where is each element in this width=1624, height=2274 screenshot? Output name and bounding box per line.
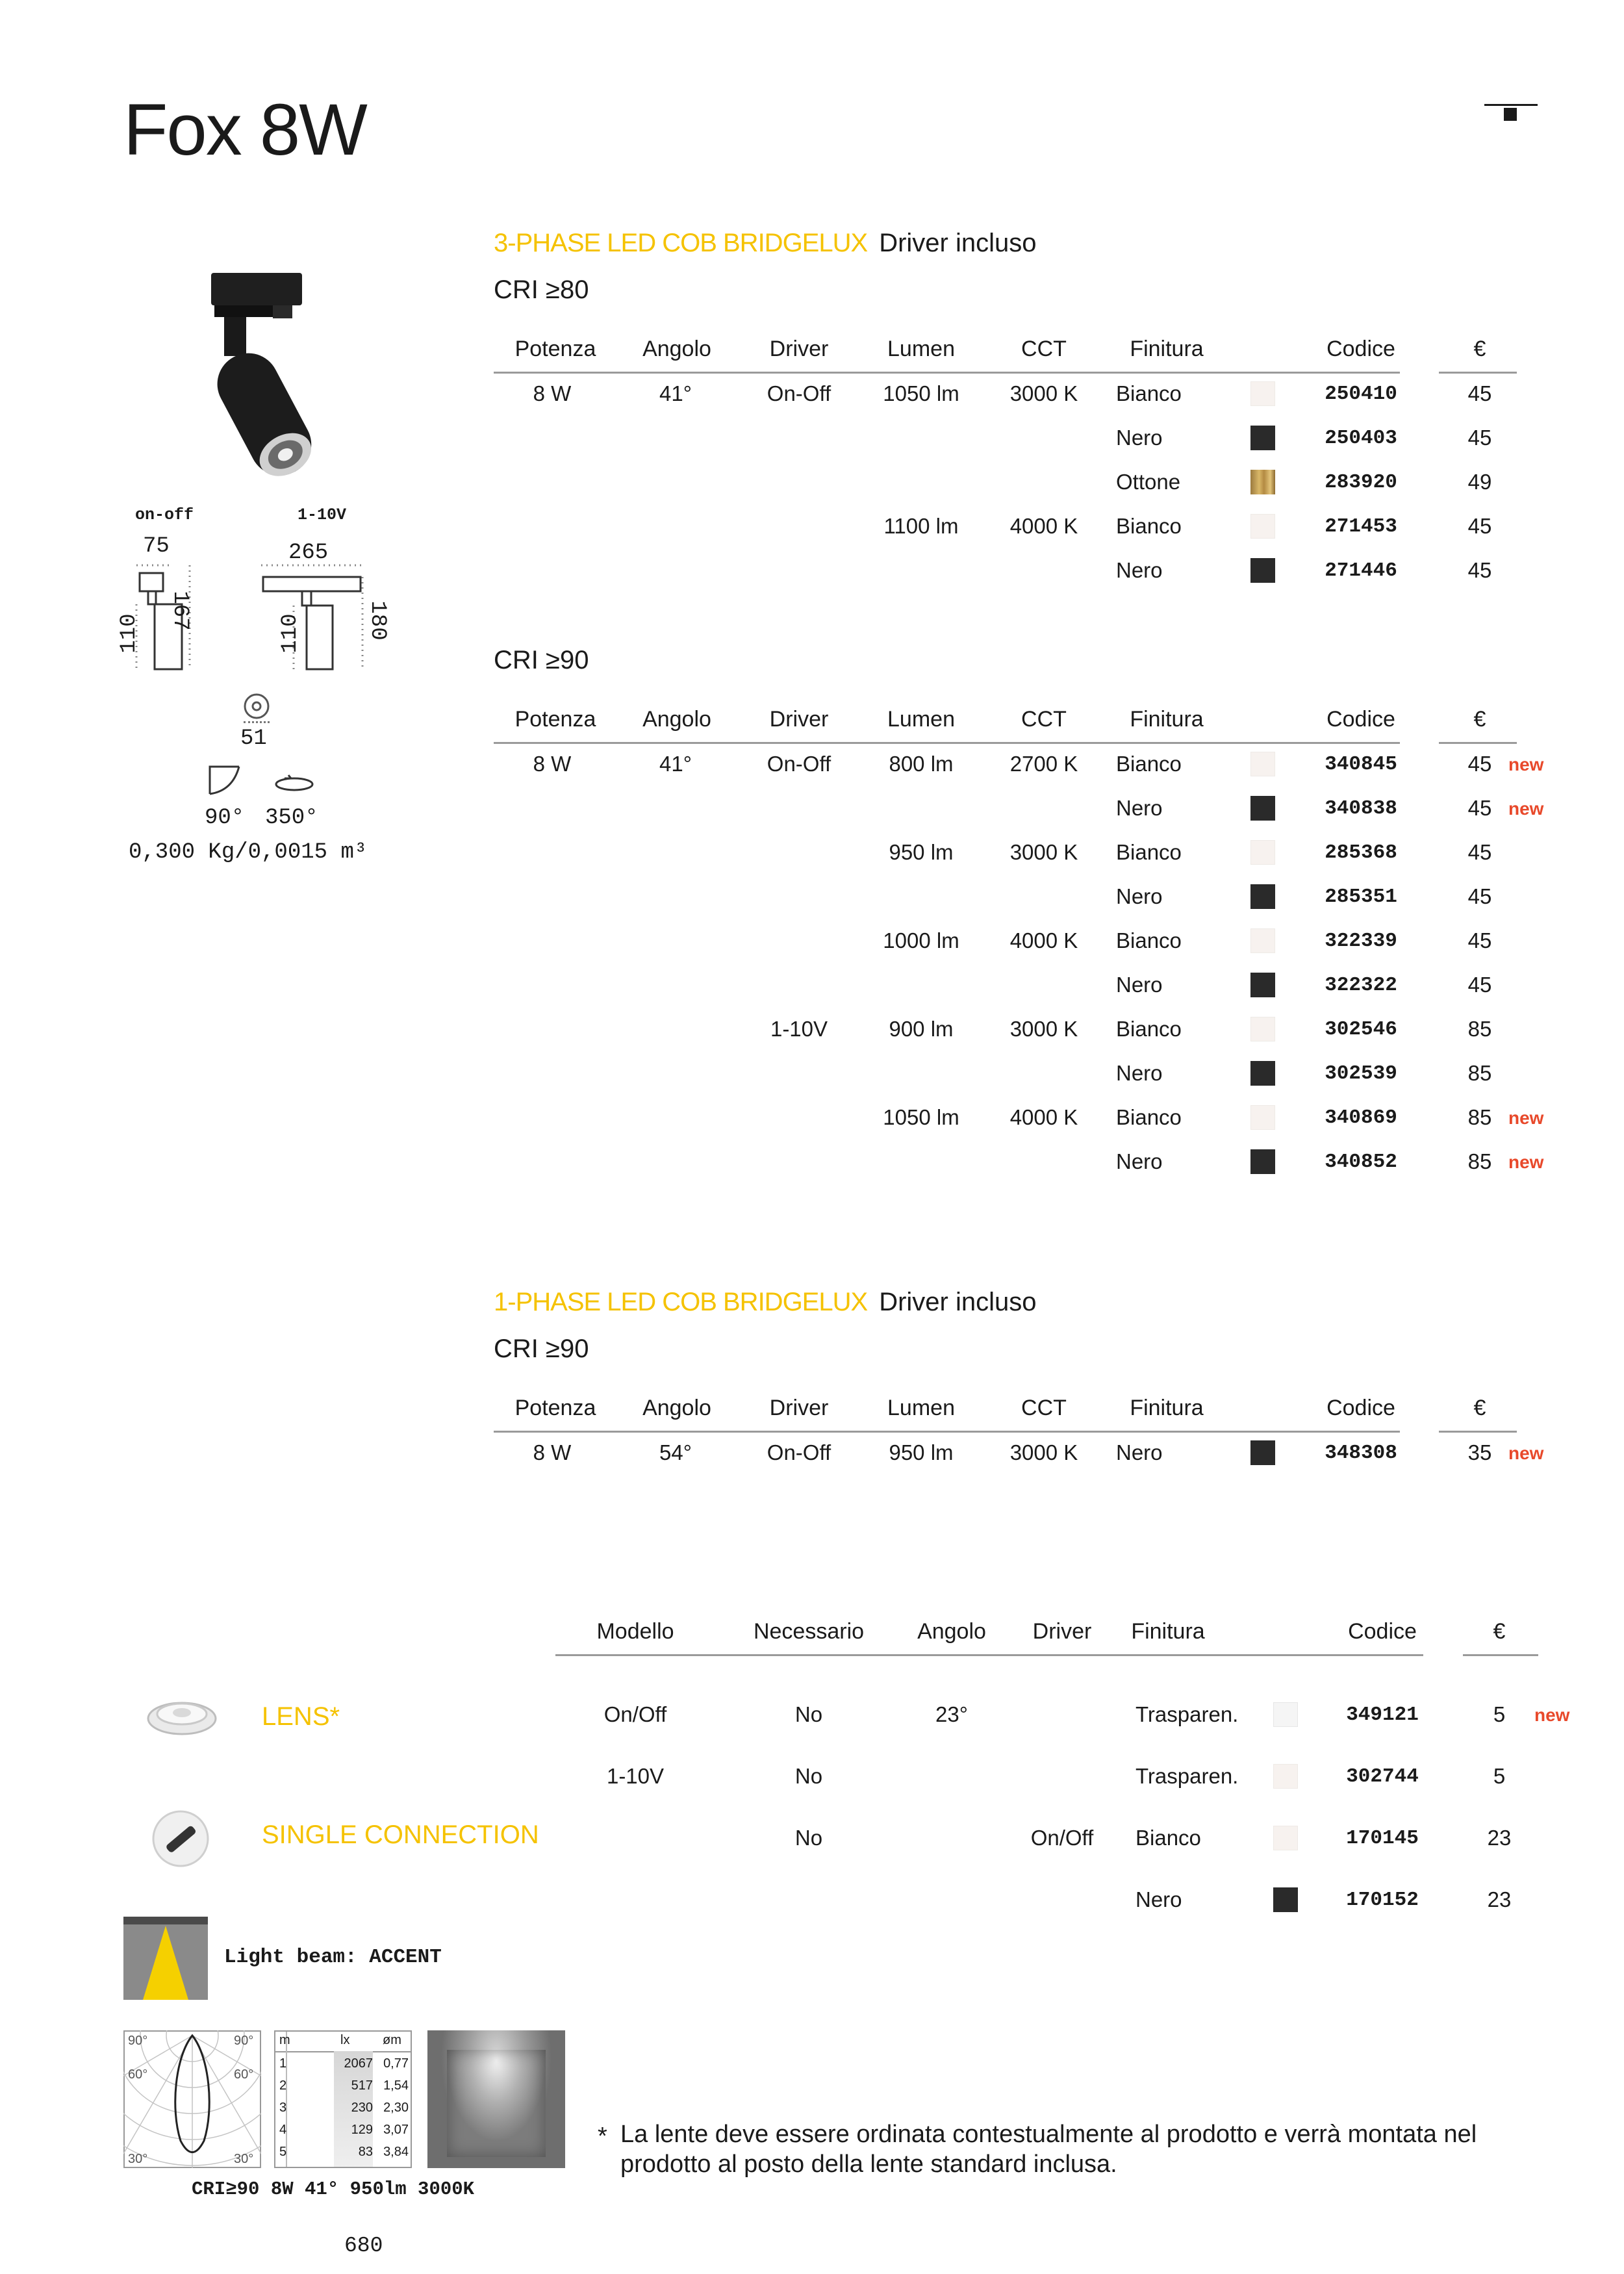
swatch-nero: [1250, 884, 1275, 909]
cell-finitura: Trasparen.: [1136, 1702, 1239, 1726]
cell-necessario: No: [794, 1702, 823, 1726]
col-driver: Driver: [769, 337, 829, 361]
light-beam-icon: [123, 1917, 208, 2000]
col-cct: CCT: [1021, 337, 1067, 361]
cell-angolo: 41°: [659, 381, 692, 405]
phase-label: 3-PHASE LED COB BRIDGELUX: [494, 229, 868, 257]
col-angolo: Angolo: [642, 1396, 711, 1420]
cell-finitura: Ottone: [1116, 470, 1181, 494]
tilt-value: 90°: [205, 806, 245, 830]
col-cct: CCT: [1021, 1396, 1067, 1420]
lux-cell: 2,30: [383, 2101, 409, 2115]
dim-167: 167: [168, 591, 192, 631]
dim-51: 51: [240, 726, 267, 751]
cell-codice: 349121: [1346, 1704, 1419, 1726]
cell-finitura: Bianco: [1116, 752, 1182, 776]
on-off-label: on-off: [135, 505, 194, 524]
cell-lumen: 1050 lm: [883, 381, 959, 405]
col-codice: Codice: [1326, 707, 1395, 732]
lux-header: øm: [383, 2033, 401, 2047]
cell-price: 35: [1467, 1440, 1492, 1464]
swatch-nero: [1250, 1149, 1275, 1174]
col-lumen: Lumen: [887, 337, 955, 361]
swatch-bianco: [1250, 928, 1275, 953]
page-number: 680: [344, 2234, 383, 2258]
cell-price: 45: [1467, 558, 1492, 582]
cell-finitura: Bianco: [1116, 381, 1182, 405]
lens-image: [143, 1689, 221, 1741]
col-necessario: Necessario: [753, 1619, 865, 1644]
lux-header: m: [279, 2033, 290, 2047]
cell-necessario: No: [794, 1764, 823, 1788]
corner-mark-line: [1484, 104, 1538, 106]
cell-price: 85: [1467, 1061, 1492, 1085]
lux-cell: 129: [351, 2123, 373, 2137]
swatch-trasparente: [1273, 1764, 1298, 1789]
lux-cell: 83: [358, 2145, 373, 2159]
cell-modello: On/Off: [603, 1702, 667, 1726]
col-codice: Codice: [1326, 337, 1395, 361]
dimension-drawing: [117, 559, 403, 676]
page-title: Fox 8W: [123, 89, 366, 170]
swatch-bianco: [1250, 1105, 1275, 1130]
cell-codice: 302744: [1346, 1765, 1419, 1788]
cell-codice: 348308: [1325, 1442, 1397, 1464]
lux-header: lx: [340, 2033, 350, 2047]
swatch-nero: [1250, 1061, 1275, 1086]
1-10v-label: 1-10V: [298, 505, 347, 524]
rotation-value: 350°: [265, 806, 318, 830]
cell-driver: On-Off: [767, 381, 831, 405]
dim-51-line: [244, 721, 270, 723]
swatch-trasparente: [1273, 1702, 1298, 1727]
cell-codice: 271446: [1325, 559, 1397, 582]
weight-volume: 0,300 Kg/0,0015 m³: [129, 840, 368, 865]
lens-label: LENS*: [262, 1702, 340, 1731]
cell-codice: 285368: [1325, 841, 1397, 864]
new-badge: new: [1508, 1152, 1544, 1172]
cell-angolo: 23°: [935, 1702, 968, 1726]
cell-angolo: 54°: [659, 1440, 692, 1464]
header-rule: [494, 1431, 1400, 1433]
cell-codice: 322322: [1325, 974, 1397, 997]
cell-driver: 1-10V: [770, 1017, 828, 1041]
cell-price: 85: [1467, 1017, 1492, 1041]
swatch-bianco: [1250, 381, 1275, 406]
cell-price: 45: [1467, 884, 1492, 908]
cell-price: 5: [1493, 1702, 1506, 1726]
cell-price: 45: [1467, 973, 1492, 997]
section-1phase-title: [494, 1288, 1036, 1317]
col-lumen: Lumen: [887, 707, 955, 732]
col-price: €: [1473, 1396, 1486, 1420]
header-rule-price: [1463, 1654, 1538, 1656]
dim-110-a: 110: [117, 613, 142, 654]
phase-label: 1-PHASE LED COB BRIDGELUX: [494, 1288, 868, 1316]
cell-finitura: Bianco: [1136, 1826, 1201, 1850]
lux-cell: 3,84: [383, 2145, 409, 2159]
cell-price: 45: [1467, 426, 1492, 450]
driver-note: Driver incluso: [879, 229, 1037, 257]
polar-diagram: [123, 2030, 261, 2168]
col-driver: Driver: [769, 707, 829, 732]
cell-price: 5: [1493, 1764, 1506, 1788]
cell-finitura: Nero: [1116, 1061, 1163, 1085]
swatch-bianco: [1273, 1826, 1298, 1850]
footnote-mark: *: [598, 2123, 607, 2150]
col-price: €: [1493, 1619, 1506, 1644]
cell-price: 45: [1467, 796, 1492, 820]
footnote-line-1: La lente deve essere ordinata contestualmente al prodotto e verrà montata nel: [620, 2121, 1477, 2148]
cell-finitura: Bianco: [1116, 1105, 1182, 1129]
cell-cct: 2700 K: [1009, 752, 1078, 776]
col-potenza: Potenza: [514, 1396, 596, 1420]
header-rule-price: [1439, 1431, 1517, 1433]
lux-cell: 4: [279, 2123, 287, 2137]
new-badge: new: [1534, 1705, 1570, 1725]
cri-90-label: CRI ≥90: [494, 1335, 589, 1363]
col-driver: Driver: [1032, 1619, 1092, 1644]
lux-cell: 1,54: [383, 2078, 409, 2093]
cell-price: 23: [1487, 1887, 1512, 1911]
col-codice: Codice: [1326, 1396, 1395, 1420]
swatch-nero: [1273, 1887, 1298, 1912]
cell-finitura: Bianco: [1116, 514, 1182, 538]
cell-lumen: 1050 lm: [883, 1105, 959, 1129]
col-driver: Driver: [769, 1396, 829, 1420]
cell-potenza: 8 W: [533, 752, 572, 776]
col-cct: CCT: [1021, 707, 1067, 732]
col-angolo: Angolo: [642, 337, 711, 361]
lux-cell: 5: [279, 2145, 287, 2159]
cell-price: 49: [1467, 470, 1492, 494]
cell-codice: 250403: [1325, 427, 1397, 450]
cell-finitura: Bianco: [1116, 928, 1182, 952]
cell-cct: 4000 K: [1009, 514, 1078, 538]
cell-price: 85: [1467, 1149, 1492, 1173]
new-badge: new: [1508, 754, 1544, 774]
cell-finitura: Nero: [1116, 558, 1163, 582]
header-rule-price: [1439, 372, 1517, 374]
swatch-nero: [1250, 426, 1275, 450]
col-lumen: Lumen: [887, 1396, 955, 1420]
new-badge: new: [1508, 1108, 1544, 1128]
cell-angolo: 41°: [659, 752, 692, 776]
dim-265: 265: [288, 541, 329, 565]
polar-label: 60°: [234, 2067, 254, 2082]
dim-180: 180: [365, 600, 390, 641]
lux-cell: 2: [279, 2078, 287, 2093]
cell-price: 45: [1467, 381, 1492, 405]
polar-label: 30°: [234, 2152, 254, 2166]
cell-codice: 170145: [1346, 1827, 1419, 1850]
lux-cell: 230: [351, 2101, 373, 2115]
driver-note: Driver incluso: [879, 1288, 1037, 1316]
corner-mark-square: [1504, 108, 1517, 121]
lux-cell: 3: [279, 2101, 287, 2115]
cell-lumen: 900 lm: [889, 1017, 954, 1041]
lux-cell: 1: [279, 2056, 287, 2071]
header-rule: [494, 742, 1400, 744]
cell-finitura: Nero: [1116, 796, 1163, 820]
col-finitura: Finitura: [1131, 1619, 1205, 1644]
cell-codice: 302546: [1325, 1018, 1397, 1041]
lux-cell: 3,07: [383, 2123, 409, 2137]
cell-price: 85: [1467, 1105, 1492, 1129]
header-rule: [555, 1654, 1423, 1656]
swatch-nero: [1250, 796, 1275, 821]
cell-driver: On-Off: [767, 1440, 831, 1464]
rotation-icon: [272, 774, 317, 794]
cell-codice: 340838: [1325, 797, 1397, 820]
cell-cct: 3000 K: [1009, 840, 1078, 864]
polar-label: 60°: [128, 2067, 148, 2082]
cell-codice: 340852: [1325, 1151, 1397, 1173]
swatch-ottone: [1250, 470, 1275, 494]
cell-codice: 340845: [1325, 753, 1397, 776]
cell-price: 45: [1467, 840, 1492, 864]
col-modello: Modello: [596, 1619, 674, 1644]
cell-modello: 1-10V: [606, 1764, 665, 1788]
header-rule-price: [1439, 742, 1517, 744]
cell-driver: On/Off: [1030, 1826, 1094, 1850]
cell-price: 45: [1467, 752, 1492, 776]
cell-finitura: Nero: [1116, 1149, 1163, 1173]
cell-finitura: Bianco: [1116, 1017, 1182, 1041]
cell-price: 23: [1487, 1826, 1512, 1850]
cell-potenza: 8 W: [533, 1440, 572, 1464]
cell-driver: On-Off: [767, 752, 831, 776]
cell-lumen: 800 lm: [889, 752, 954, 776]
lux-cell: 517: [351, 2078, 373, 2093]
cell-price: 45: [1467, 928, 1492, 952]
product-image: [175, 266, 325, 481]
cell-lumen: 1100 lm: [883, 514, 959, 538]
light-render-niche: [447, 2050, 546, 2157]
lux-cell: 0,77: [383, 2056, 409, 2071]
light-beam-label: Light beam: ACCENT: [224, 1946, 442, 1969]
cell-finitura: Trasparen.: [1136, 1764, 1239, 1788]
cell-necessario: No: [794, 1826, 823, 1850]
col-finitura: Finitura: [1130, 337, 1204, 361]
new-badge: new: [1508, 798, 1544, 819]
lux-cell: 2067: [344, 2056, 373, 2071]
col-finitura: Finitura: [1130, 1396, 1204, 1420]
col-angolo: Angolo: [917, 1619, 986, 1644]
cell-cct: 3000 K: [1009, 1017, 1078, 1041]
new-badge: new: [1508, 1443, 1544, 1463]
cell-codice: 302539: [1325, 1062, 1397, 1085]
lux-table: [274, 2030, 412, 2168]
swatch-bianco: [1250, 514, 1275, 539]
diameter-icon: [240, 690, 273, 722]
cell-finitura: Nero: [1116, 426, 1163, 450]
swatch-nero: [1250, 1440, 1275, 1465]
swatch-nero: [1250, 558, 1275, 583]
cri-90-label: CRI ≥90: [494, 646, 589, 674]
cell-codice: 340869: [1325, 1106, 1397, 1129]
cell-price: 45: [1467, 514, 1492, 538]
cell-lumen: 1000 lm: [883, 928, 959, 952]
dim-75: 75: [143, 534, 170, 559]
swatch-nero: [1250, 973, 1275, 997]
cell-cct: 4000 K: [1009, 1105, 1078, 1129]
swatch-bianco: [1250, 752, 1275, 776]
cell-codice: 285351: [1325, 886, 1397, 908]
cell-finitura: Nero: [1136, 1887, 1182, 1911]
cell-potenza: 8 W: [533, 381, 572, 405]
section-3phase-title: [494, 229, 1036, 258]
cell-finitura: Nero: [1116, 1440, 1163, 1464]
swatch-bianco: [1250, 840, 1275, 865]
cell-lumen: 950 lm: [889, 1440, 954, 1464]
col-codice: Codice: [1348, 1619, 1417, 1644]
col-finitura: Finitura: [1130, 707, 1204, 732]
cri-80-label: CRI ≥80: [494, 275, 589, 304]
cell-finitura: Nero: [1116, 973, 1163, 997]
single-connection-image: [148, 1806, 213, 1871]
cell-cct: 3000 K: [1009, 381, 1078, 405]
cell-lumen: 950 lm: [889, 840, 954, 864]
swatch-bianco: [1250, 1017, 1275, 1041]
polar-label: 90°: [234, 2034, 254, 2048]
polar-label: 30°: [128, 2152, 148, 2166]
cell-codice: 271453: [1325, 515, 1397, 538]
col-price: €: [1473, 707, 1486, 732]
dim-110-b: 110: [278, 613, 303, 654]
cell-codice: 322339: [1325, 930, 1397, 952]
col-potenza: Potenza: [514, 707, 596, 732]
beam-caption: CRI≥90 8W 41° 950lm 3000K: [192, 2178, 475, 2200]
polar-label: 90°: [128, 2034, 148, 2048]
footnote-line-2: prodotto al posto della lente standard inclusa.: [620, 2151, 1117, 2178]
tilt-icon: [207, 761, 246, 797]
single-connection-label: SINGLE CONNECTION: [262, 1820, 539, 1849]
cell-finitura: Nero: [1116, 884, 1163, 908]
col-price: €: [1473, 337, 1486, 361]
cell-finitura: Bianco: [1116, 840, 1182, 864]
cell-codice: 250410: [1325, 383, 1397, 405]
light-render-image: [427, 2030, 565, 2168]
cell-codice: 170152: [1346, 1889, 1419, 1911]
cell-codice: 283920: [1325, 471, 1397, 494]
cell-cct: 3000 K: [1009, 1440, 1078, 1464]
col-angolo: Angolo: [642, 707, 711, 732]
header-rule: [494, 372, 1400, 374]
cell-cct: 4000 K: [1009, 928, 1078, 952]
col-potenza: Potenza: [514, 337, 596, 361]
